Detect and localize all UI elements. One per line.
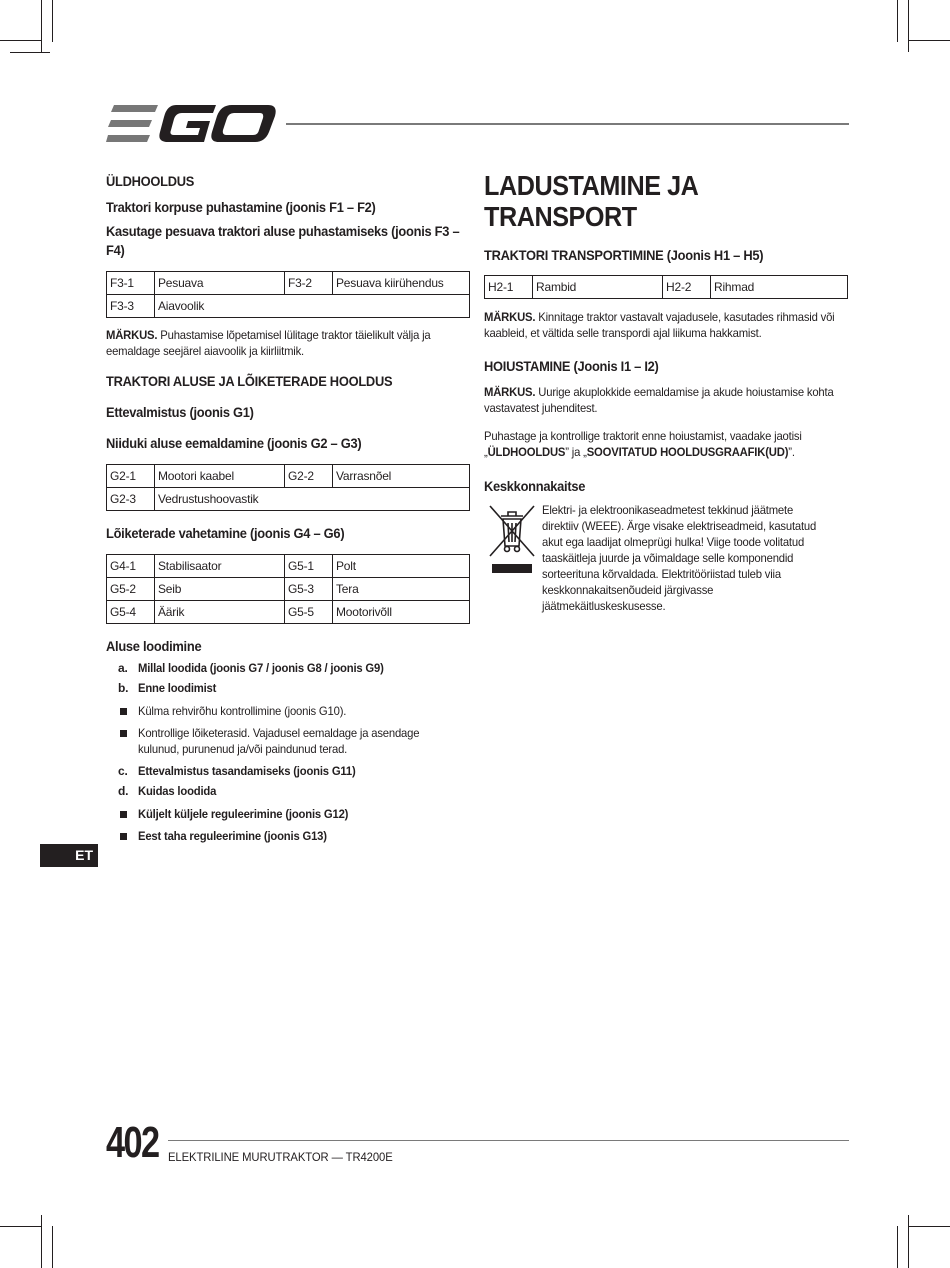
table-cell: G5-3	[285, 578, 333, 601]
list-item	[106, 783, 470, 799]
bullet-square-icon	[120, 811, 127, 818]
heading-environment: Keskkonnakaitse	[484, 478, 586, 494]
footer-rule	[168, 1140, 849, 1141]
table-row	[107, 465, 470, 488]
crop-mark	[908, 40, 950, 41]
heading-preparation: Ettevalmistus (joonis G1)	[106, 404, 254, 420]
note-storage	[484, 384, 849, 416]
note-label: MÄRKUS.	[106, 328, 158, 342]
section-reference: SOOVITATUD HOOLDUSGRAAFIK(UD)	[586, 445, 789, 459]
storage-paragraph	[484, 428, 849, 460]
crop-mark	[0, 40, 42, 41]
table-cell: G2-1	[107, 465, 155, 488]
table-cell: G5-2	[107, 578, 155, 601]
table-row	[107, 272, 470, 295]
table-cell: Rihmad	[711, 276, 848, 299]
heading-general-maintenance: ÜLDHOOLDUS	[106, 173, 195, 189]
list-text: Küljelt küljele reguleerimine (joonis G12)	[138, 807, 349, 821]
header-rule	[286, 123, 849, 125]
footer-title: ELEKTRILINE MURUTRAKTOR — TR4200E	[168, 1150, 393, 1164]
table-cell: Tera	[333, 578, 470, 601]
crop-mark	[41, 0, 42, 52]
heading-body-cleaning: Traktori korpuse puhastamine (joonis F1 – F2)	[106, 199, 376, 215]
crossed-out-bin-icon	[488, 502, 536, 576]
heading-transport: TRAKTORI TRANSPORTIMINE (Joonis H1 – H5)	[484, 247, 764, 263]
table-cell: Varrasnõel	[333, 465, 470, 488]
table-cell: Vedrustushoovastik	[155, 488, 470, 511]
weee-block	[484, 502, 848, 614]
section-reference: ÜLDHOOLDUS	[487, 445, 566, 459]
table-row	[107, 295, 470, 318]
crop-mark	[897, 0, 898, 42]
list-text: Kuidas loodida	[138, 784, 217, 798]
table-cell: F3-1	[107, 272, 155, 295]
crop-mark	[52, 0, 53, 42]
table-row	[485, 276, 848, 299]
table-cell: Mootori kaabel	[155, 465, 285, 488]
table-row	[107, 578, 470, 601]
crop-mark	[41, 1215, 42, 1268]
crop-mark	[908, 0, 909, 52]
heading-washport-cleaning: Kasutage pesuava traktori aluse puhastamiseks (joonis F3 – F4)	[106, 223, 460, 258]
note-text: Puhastamise lõpetamisel lülitage traktor täielikult välja ja eemaldage seejärel aiavoolik ja kiirliitmik.	[106, 328, 431, 358]
list-item	[106, 828, 470, 844]
bullet-square-icon	[120, 833, 127, 840]
table-cell: G2-3	[107, 488, 155, 511]
list-item	[106, 660, 470, 676]
list-text: Millal loodida (joonis G7 / joonis G8 / joonis G9)	[138, 661, 384, 675]
language-tab: ET	[40, 844, 98, 867]
heading-storage: HOIUSTAMINE (Joonis I1 – I2)	[484, 358, 659, 374]
paragraph-text: ”.	[788, 445, 795, 459]
table-row	[107, 601, 470, 624]
table-cell: G5-4	[107, 601, 155, 624]
weee-text: Elektri- ja elektroonikaseadmetest tekkinud jäätmete direktiiv (WEEE). Ärge visake elektriseadmeid, kasutatud akut ega laadijat olmeprügi hulka! Viige toode volitatud taaskäitleja juurde ja võimaldage selle komponendid sorteerituna kõrvaldada. Elektritööriistad tuleb viia keskkonnakaitsenõudeid järgivasse jäätmekäitluskeskusesse.	[542, 503, 817, 613]
table-cell: G4-1	[107, 555, 155, 578]
crop-mark	[52, 1226, 53, 1268]
list-text: Kontrollige lõiketerasid. Vajadusel eemaldage ja asendage kulunud, purunenud ja/või paindunud terad.	[138, 726, 420, 756]
crop-mark	[0, 1226, 42, 1227]
list-marker: d.	[118, 784, 129, 798]
note-transport	[484, 309, 849, 341]
table-cell: Seib	[155, 578, 285, 601]
list-item	[106, 725, 470, 757]
note-cleaning	[106, 327, 471, 359]
note-label: MÄRKUS.	[484, 310, 536, 324]
note-text: Uurige akuplokkide eemaldamise ja akude hoiustamise kohta vastavatest juhenditest.	[484, 385, 834, 415]
table-cell: H2-2	[663, 276, 711, 299]
right-column	[484, 170, 848, 614]
paragraph-text: Puhastage ja kontrollige traktorit enne hoiustamist, vaadake jaotisi „	[484, 429, 802, 459]
table-cell: Äärik	[155, 601, 285, 624]
list-text: Enne loodimist	[138, 681, 217, 695]
list-marker: b.	[118, 681, 129, 695]
list-text: Ettevalmistus tasandamiseks (joonis G11)	[138, 764, 356, 778]
list-item	[106, 680, 470, 696]
heading-blade-replacement: Lõiketerade vahetamine (joonis G4 – G6)	[106, 525, 345, 541]
table-cell: Rambid	[533, 276, 663, 299]
list-text: Eest taha reguleerimine (joonis G13)	[138, 829, 327, 843]
table-cell: Mootorivõll	[333, 601, 470, 624]
table-cell: Aiavoolik	[155, 295, 470, 318]
table-cell: H2-1	[485, 276, 533, 299]
list-marker: a.	[118, 661, 128, 675]
table-row	[107, 555, 470, 578]
list-item	[106, 703, 470, 719]
parts-table-f	[106, 271, 470, 318]
note-label: MÄRKUS.	[484, 385, 536, 399]
table-cell: G5-5	[285, 601, 333, 624]
bullet-square-icon	[120, 708, 127, 715]
table-cell: Pesuava	[155, 272, 285, 295]
parts-table-g2	[106, 464, 470, 511]
note-text: Kinnitage traktor vastavalt vajadusele, kasutades rihmasid või kaableid, et vältida selle transpordi ajal liikuma hakkamist.	[484, 310, 835, 340]
heading-deck-removal: Niiduki aluse eemaldamine (joonis G2 – G3)	[106, 435, 362, 451]
parts-table-g4	[106, 554, 470, 624]
page-number: 402	[106, 1118, 159, 1167]
table-cell: F3-3	[107, 295, 155, 318]
heading-deck-leveling: Aluse loodimine	[106, 638, 202, 654]
list-item	[106, 763, 470, 779]
section-title: LADUSTAMINE JA TRANSPORT	[484, 170, 698, 232]
table-cell: G5-1	[285, 555, 333, 578]
ego-logo	[106, 104, 276, 144]
table-cell: Stabilisaator	[155, 555, 285, 578]
table-cell: Pesuava kiirühendus	[333, 272, 470, 295]
table-cell: G2-2	[285, 465, 333, 488]
crop-mark	[908, 1215, 909, 1268]
list-marker: c.	[118, 764, 128, 778]
crop-mark	[908, 1226, 950, 1227]
list-text: Külma rehvirõhu kontrollimine (joonis G10).	[138, 704, 347, 718]
table-cell: Polt	[333, 555, 470, 578]
bullet-square-icon	[120, 730, 127, 737]
parts-table-h	[484, 275, 848, 299]
table-cell: F3-2	[285, 272, 333, 295]
crop-mark	[897, 1226, 898, 1268]
table-row	[107, 488, 470, 511]
leveling-list	[106, 660, 470, 844]
paragraph-text: ” ja „	[565, 445, 587, 459]
crop-mark	[10, 52, 50, 53]
list-item	[106, 806, 470, 822]
heading-deck-blade-maintenance: TRAKTORI ALUSE JA LÕIKETERADE HOOLDUS	[106, 373, 393, 389]
left-column	[106, 170, 470, 844]
